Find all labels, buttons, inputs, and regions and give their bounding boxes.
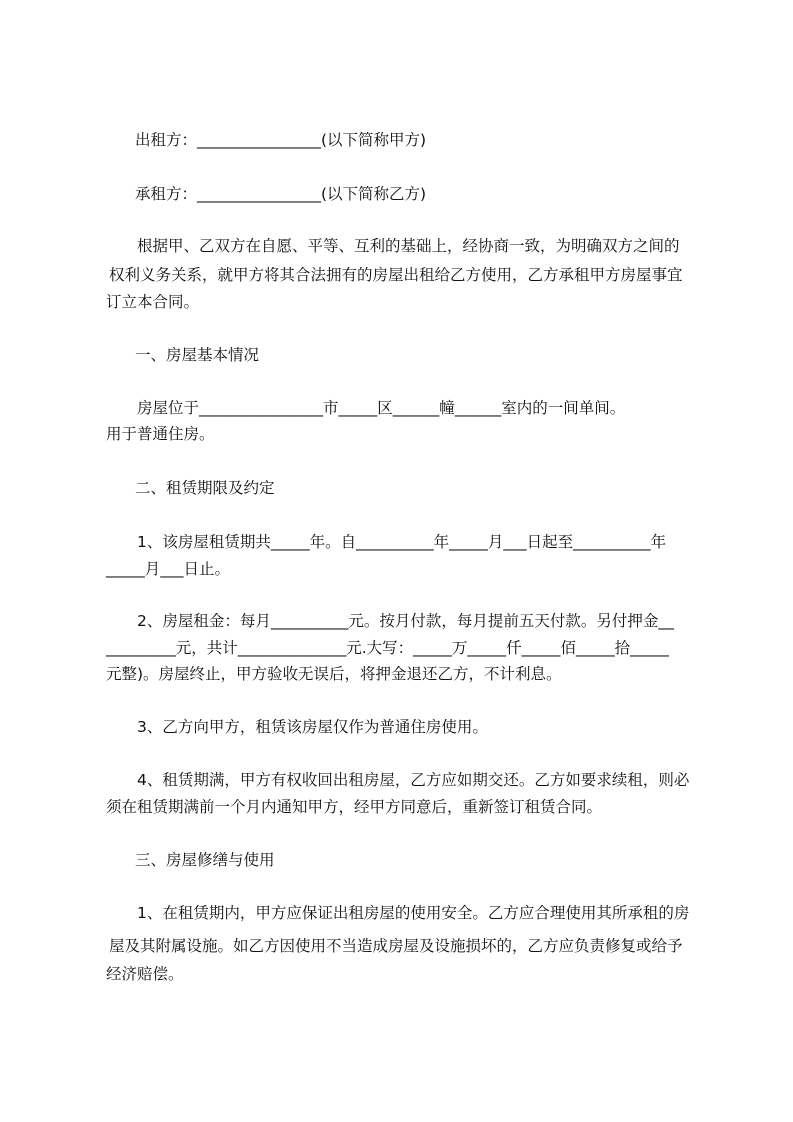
lessor-line: 出租方：________________(以下简称甲方) <box>135 131 427 149</box>
s2-clause3-line-1: 3、乙方向甲方，租赁该房屋仅作为普通住房使用。 <box>137 718 488 736</box>
section2-heading: 二、租赁期限及约定 <box>135 479 275 497</box>
s3-clause1-line-3: 经济赔偿。 <box>106 965 184 983</box>
s2-clause1-line-2: _____月___日止。 <box>106 560 231 578</box>
s3-clause1-line-1: 1、在租赁期内，甲方应保证出租房屋的使用安全。乙方应合理使用其所承租的房 <box>137 904 690 922</box>
s3-clause1-line-2: 屋及其附属设施。如乙方因使用不当造成房屋及设施损坏的，乙方应负责修复或给予 <box>109 937 683 955</box>
lessee-line: 承租方：________________(以下简称乙方) <box>135 185 427 203</box>
preamble-line-3: 订立本合同。 <box>106 293 200 311</box>
section1-line-1: 房屋位于________________市_____区______幢______室内的一间单间。 <box>137 399 626 417</box>
preamble-line-1: 根据甲、乙双方在自愿、平等、互利的基础上，经协商一致，为明确双方之间的 <box>137 237 680 255</box>
s2-clause1-line-1: 1、该房屋租赁期共_____年。自__________年_____月___日起至__________年 <box>137 533 667 551</box>
s2-clause4-line-2: 须在租赁期满前一个月内通知甲方，经甲方同意后，重新签订租赁合同。 <box>106 798 603 816</box>
s2-clause4-line-1: 4、租赁期满，甲方有权收回出租房屋，乙方应如期交还。乙方如要求续租，则必 <box>137 771 690 789</box>
section1-heading: 一、房屋基本情况 <box>135 346 260 364</box>
s2-clause2-line-2: _________元，共计______________元.大写：_____万_____仟_____佰_____拾_____ <box>106 639 669 657</box>
preamble-line-2: 权利义务关系，就甲方将其合法拥有的房屋出租给乙方使用，乙方承租甲方房屋事宜 <box>109 266 683 284</box>
s2-clause2-line-3: 元整)。房屋终止，甲方验收无误后，将押金退还乙方，不计利息。 <box>106 665 562 683</box>
section3-heading: 三、房屋修缮与使用 <box>135 851 275 869</box>
section1-line-2: 用于普通住房。 <box>106 425 215 443</box>
s2-clause2-line-1: 2、房屋租金：每月__________元。按月付款，每月提前五天付款。另付押金__ <box>137 612 674 630</box>
